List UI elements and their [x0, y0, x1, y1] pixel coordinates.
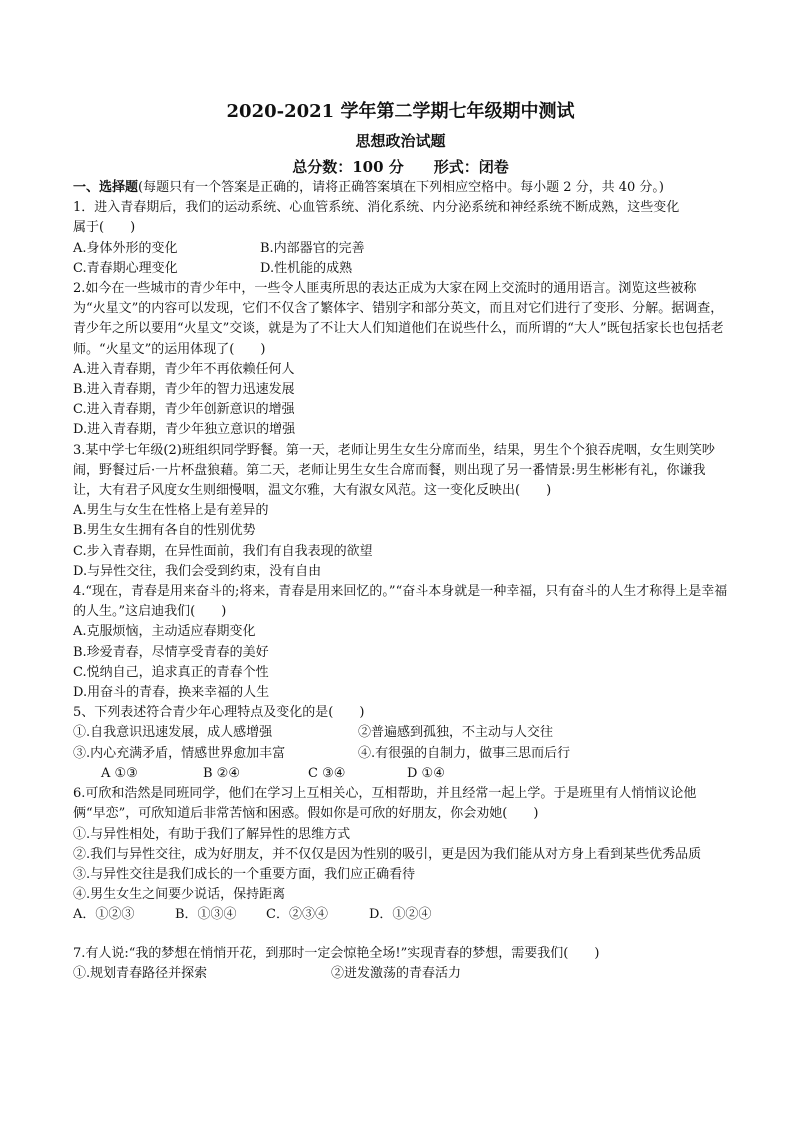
q1-option-c: C.青春期心理变化 — [73, 260, 178, 276]
q4-stem: 4.“现在，青春是用来奋斗的;将来，青春是用来回忆的。”“奋斗本身就是一种幸福，只有奋斗的人生才称得上是幸福的人生。”这启迪我们( ) — [73, 584, 728, 620]
exam-title: 2020-2021 学年第二学期七年级期中测试 — [226, 101, 575, 122]
q2-option-a: A.进入青春期，青少年不再依赖任何人 — [73, 361, 295, 377]
q5-statements-row1 — [73, 723, 728, 743]
q6-option-b: B．①③④ — [175, 907, 237, 923]
q6-options — [73, 905, 728, 925]
q5-options — [73, 764, 728, 784]
q7-statement-2: ②迸发激荡的青春活力 — [331, 965, 462, 981]
q1-options-row2 — [73, 259, 728, 279]
q1-option-a: A.身体外形的变化 — [73, 240, 178, 256]
exam-subtitle: 思想政治试题 — [355, 132, 446, 150]
section-heading — [73, 178, 728, 198]
q6-statement-3: ③.与异性交往是我们成长的一个重要方面，我们应正确看待 — [73, 866, 416, 882]
q2-option-b: B.进入青春期，青少年的智力迅速发展 — [73, 382, 295, 398]
q3-stem: 3.某中学七年级(2)班组织同学野餐。第一天，老师让男生女生分席而坐，结果，男生个个狼吞虎咽，女生则笑吵闹，野餐过后·一片杯盘狼藉。第二天，老师让男生女生合席而餐，则出现了另一番情景:男生彬彬有礼，你谦我让，大有君子风度女生则细慢咽，温文尔雅，大有淑女风范。这一变化反映出( ) — [73, 442, 715, 499]
q5-statement-3: ③.内心充满矛盾，情感世界愈加丰富 — [73, 745, 286, 761]
q6-statement-1: ①.与异性相处，有助于我们了解异性的思维方式 — [73, 826, 351, 842]
q6-stem: 6.可欣和浩然是同班同学，他们在学习上互相关心，互相帮助，并且经常一起上学。于是班里有人悄悄议论他俩“早恋”，可欣知道后非常苦恼和困惑。假如你是可欣的好朋友，你会劝她( ) — [73, 786, 697, 822]
q5-option-c: C ③④ — [308, 765, 346, 781]
q2-option-c: C.进入青春期，青少年创新意识的增强 — [73, 402, 295, 418]
blank-gap — [73, 926, 728, 944]
q7-statements-row1 — [73, 964, 728, 984]
q4-option-b: B.珍爱青春，尽情享受青春的美好 — [73, 644, 269, 660]
q7-stem: 7.有人说:“我的梦想在悄悄开花，到那时一定会惊艳全场!”实现青春的梦想，需要我们( ) — [73, 945, 600, 961]
q6-option-a: A．①②③ — [73, 907, 135, 923]
q2-option-d: D.进入青春期，青少年独立意识的增强 — [73, 422, 296, 438]
q1-options-row1 — [73, 239, 728, 259]
q4-option-d: D.用奋斗的青春，换来幸福的人生 — [73, 685, 270, 701]
q5-statement-2: ②普遍感到孤独，不主动与人交往 — [358, 725, 554, 741]
q2-stem: 2.如今在一些城市的青少年中，一些令人匪夷所思的表达正成为大家在网上交流时的通用语言。浏览这些被称为“火星文”的内容可以发现，它们不仅含了繁体字、错别字和部分英文，而且对它们进行了变形、分解。据调查，青少年之所以要用“火星文”交谈，就是为了不让大人们知道他们在说些什么，而所谓的“大人”既包括家长也包括老师。“火星文”的运用体现了( ) — [73, 281, 724, 357]
q6-option-c: C．②③④ — [266, 907, 328, 923]
q3-option-b: B.男生女生拥有各自的性别优势 — [73, 523, 256, 539]
q3-option-c: C.步入青春期，在异性面前，我们有自我表现的欲望 — [73, 543, 373, 559]
q1-option-b: B.内部器官的完善 — [260, 240, 365, 256]
q3-option-d: D.与异性交往，我们会受到约束，没有自由 — [73, 563, 322, 579]
q5-option-d: D ①④ — [407, 765, 445, 781]
q6-option-d: D．①②④ — [369, 907, 432, 923]
section-instructions: (每题只有一个答案是正确的，请将正确答案填在下列相应空格中。每小题 2 分，共 40 分。) — [138, 180, 665, 195]
q4-option-a: A.克服烦恼，主动适应春期变化 — [73, 624, 256, 640]
q5-option-b: B ②④ — [203, 765, 240, 781]
q5-statements-row2 — [73, 744, 728, 764]
q4-option-c: C.悦纳自己，追求真正的青春个性 — [73, 664, 269, 680]
q6-statement-2: ②.我们与异性交往，成为好朋友，并不仅仅是因为性别的吸引，更是因为我们能从对方身上看到某些优秀品质 — [73, 846, 702, 862]
exam-page — [73, 100, 728, 984]
q1-stem-line1: 1．进入青春期后，我们的运动系统、心血管系统、消化系统、内分泌系统和神经系统不断成熟，这些变化 — [73, 200, 680, 216]
q5-stem: 5、下列表述符合青少年心理特点及变化的是( ) — [73, 705, 365, 721]
q5-statement-4: ④.有很强的自制力，做事三思而后行 — [358, 745, 571, 761]
section-title: 一、选择题 — [73, 180, 139, 195]
q3-option-a: A.男生与女生在性格上是有差异的 — [73, 503, 269, 519]
q5-statement-1: ①.自我意识迅速发展，成人感增强 — [73, 725, 273, 741]
exam-meta: 总分数：100 分 形式：闭卷 — [292, 158, 509, 176]
q1-option-d: D.性机能的成熟 — [260, 260, 353, 276]
q6-statement-4: ④.男生女生之间要少说话，保持距离 — [73, 887, 286, 903]
q1-stem-line2: 属于( ) — [73, 220, 136, 236]
q7-statement-1: ①.规划青春路径并探索 — [73, 965, 208, 981]
q5-option-a: A ①③ — [101, 765, 138, 781]
